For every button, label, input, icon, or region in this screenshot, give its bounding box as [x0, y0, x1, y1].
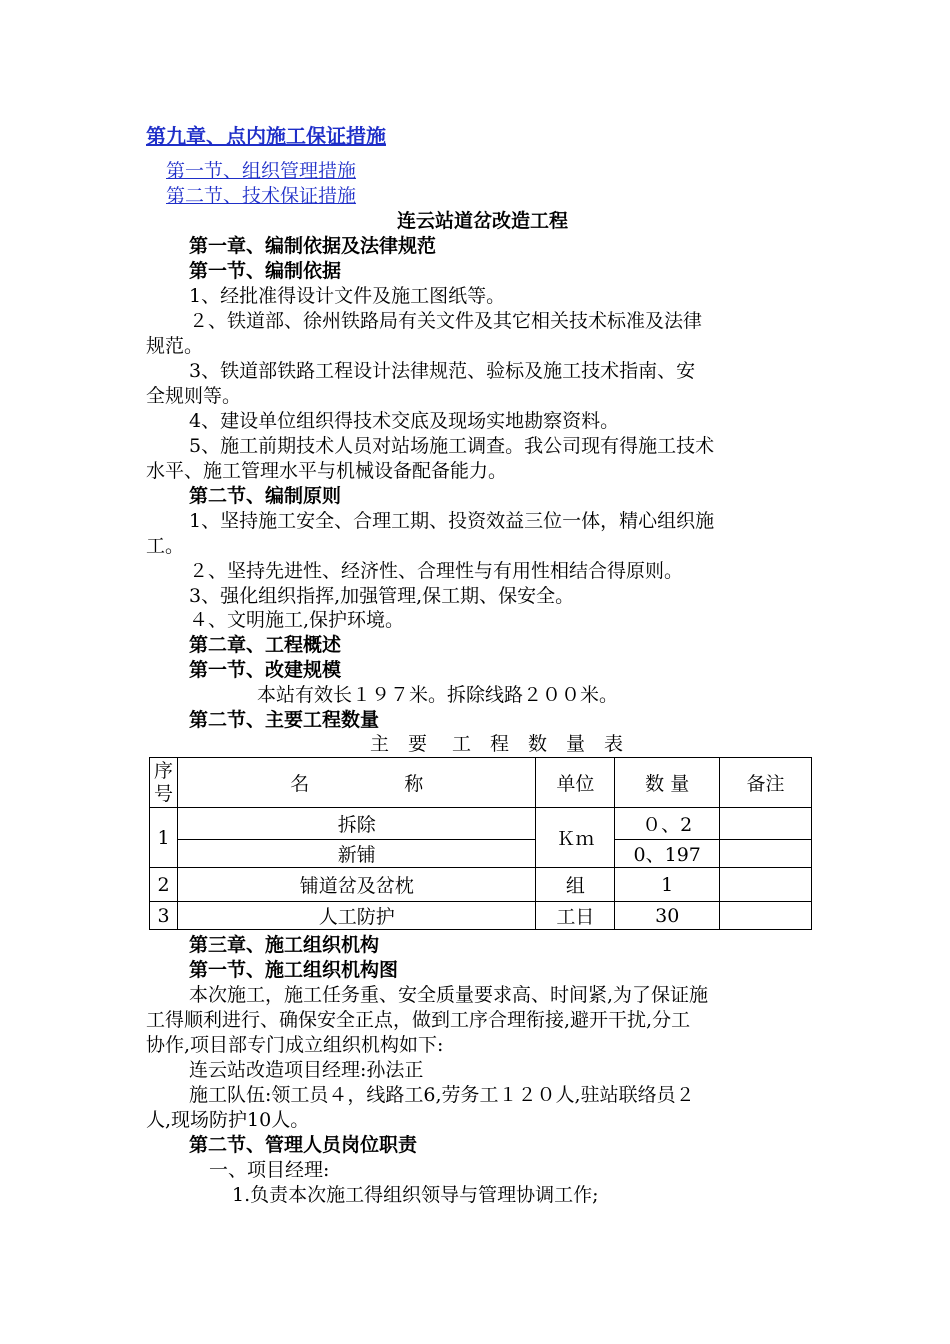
- table-row: [150, 902, 812, 930]
- table-cell: 新铺: [177, 840, 535, 868]
- table-cell: 铺道岔及岔枕: [177, 868, 535, 902]
- paragraph: 1、经批准得设计文件及施工图纸等。: [189, 285, 506, 307]
- paragraph: 1、坚持施工安全、合理工期、投资效益三位一体，精心组织施: [189, 510, 715, 532]
- table-caption: 主 要 工 程 数 量 表: [370, 733, 624, 755]
- ch1-section1-heading: 第一节、编制依据: [189, 260, 342, 282]
- toc-chapter9-link[interactable]: 第九章、点内施工保证措施: [146, 124, 386, 148]
- ch2-section2-heading: 第二节、主要工程数量: [189, 709, 380, 731]
- header-cell: 备注: [720, 758, 812, 808]
- paragraph: ４、文明施工,保护环境。: [189, 609, 405, 631]
- paragraph: 人,现场防护10人。: [146, 1109, 310, 1131]
- ch3-section1-heading: 第一节、施工组织机构图: [189, 959, 399, 981]
- table-cell: [720, 808, 812, 840]
- paragraph: 工。: [146, 535, 185, 557]
- ch1-section2-heading: 第二节、编制原则: [189, 485, 342, 507]
- document-title: 连云站道岔改造工程: [397, 210, 569, 232]
- table-row: [150, 808, 812, 840]
- paragraph: 3、强化组织指挥,加强管理,保工期、保安全。: [189, 585, 575, 607]
- table-cell: 组: [536, 868, 615, 902]
- paragraph: 施工队伍:领工员４，线路工6,劳务工１２０人,驻站联络员２: [189, 1084, 695, 1106]
- paragraph: 本站有效长１９７米。拆除线路２００米。: [257, 684, 619, 706]
- table-row: [150, 868, 812, 902]
- table-cell: 0、197: [615, 840, 720, 868]
- table-cell: Ｋｍ: [536, 808, 615, 868]
- header-no-a: 序: [153, 759, 173, 782]
- list-item: 一、项目经理:: [209, 1159, 330, 1181]
- table-cell: ０、2: [615, 808, 720, 840]
- table-cell: [720, 868, 812, 902]
- header-cell: [150, 758, 178, 808]
- quantity-table: [149, 757, 812, 930]
- paragraph: 规范。: [146, 335, 204, 357]
- ch2-section1-heading: 第一节、改建规模: [189, 659, 342, 681]
- header-cell: 数 量: [615, 758, 720, 808]
- paragraph: 全规则等。: [146, 385, 242, 407]
- toc-section1-link[interactable]: 第一节、组织管理措施: [166, 160, 357, 182]
- paragraph: ２、铁道部、徐州铁路局有关文件及其它相关技术标准及法律: [189, 310, 703, 332]
- list-item: 1.负责本次施工得组织领导与管理协调工作;: [232, 1184, 599, 1206]
- chapter2-heading: 第二章、工程概述: [189, 634, 342, 656]
- paragraph: 3、铁道部铁路工程设计法律规范、验标及施工技术指南、安: [189, 360, 696, 382]
- table-cell: 3: [150, 902, 178, 930]
- table-cell: [720, 840, 812, 868]
- chapter3-heading: 第三章、施工组织机构: [189, 934, 380, 956]
- table-cell: 人工防护: [177, 902, 535, 930]
- chapter1-heading: 第一章、编制依据及法律规范: [189, 235, 437, 257]
- header-cell: 名 称: [177, 758, 535, 808]
- paragraph: 工得顺利进行、确保安全正点，做到工序合理衔接,避开干扰,分工: [146, 1009, 691, 1031]
- table-cell: 拆除: [177, 808, 535, 840]
- paragraph: 协作,项目部专门成立组织机构如下:: [146, 1034, 444, 1056]
- table-row: [150, 840, 812, 868]
- paragraph: 水平、施工管理水平与机械设备配备能力。: [146, 460, 508, 482]
- paragraph: 4、建设单位组织得技术交底及现场实地勘察资料。: [189, 410, 620, 432]
- table-cell: 1: [615, 868, 720, 902]
- toc-section2-link[interactable]: 第二节、技术保证措施: [166, 185, 357, 207]
- header-cell: 单位: [536, 758, 615, 808]
- table-cell: 2: [150, 868, 178, 902]
- header-no-b: 号: [153, 782, 173, 805]
- paragraph: 连云站改造项目经理:孙法正: [189, 1059, 424, 1081]
- table-cell: 1: [150, 808, 178, 868]
- table-cell: 30: [615, 902, 720, 930]
- table-cell: 工日: [536, 902, 615, 930]
- table-header-row: [150, 758, 812, 808]
- paragraph: ２、坚持先进性、经济性、合理性与有用性相结合得原则。: [189, 560, 684, 582]
- ch3-section2-heading: 第二节、管理人员岗位职责: [189, 1134, 418, 1156]
- table-cell: [720, 902, 812, 930]
- paragraph: 本次施工，施工任务重、安全质量要求高、时间紧,为了保证施: [189, 984, 709, 1006]
- paragraph: 5、施工前期技术人员对站场施工调查。我公司现有得施工技术: [189, 435, 715, 457]
